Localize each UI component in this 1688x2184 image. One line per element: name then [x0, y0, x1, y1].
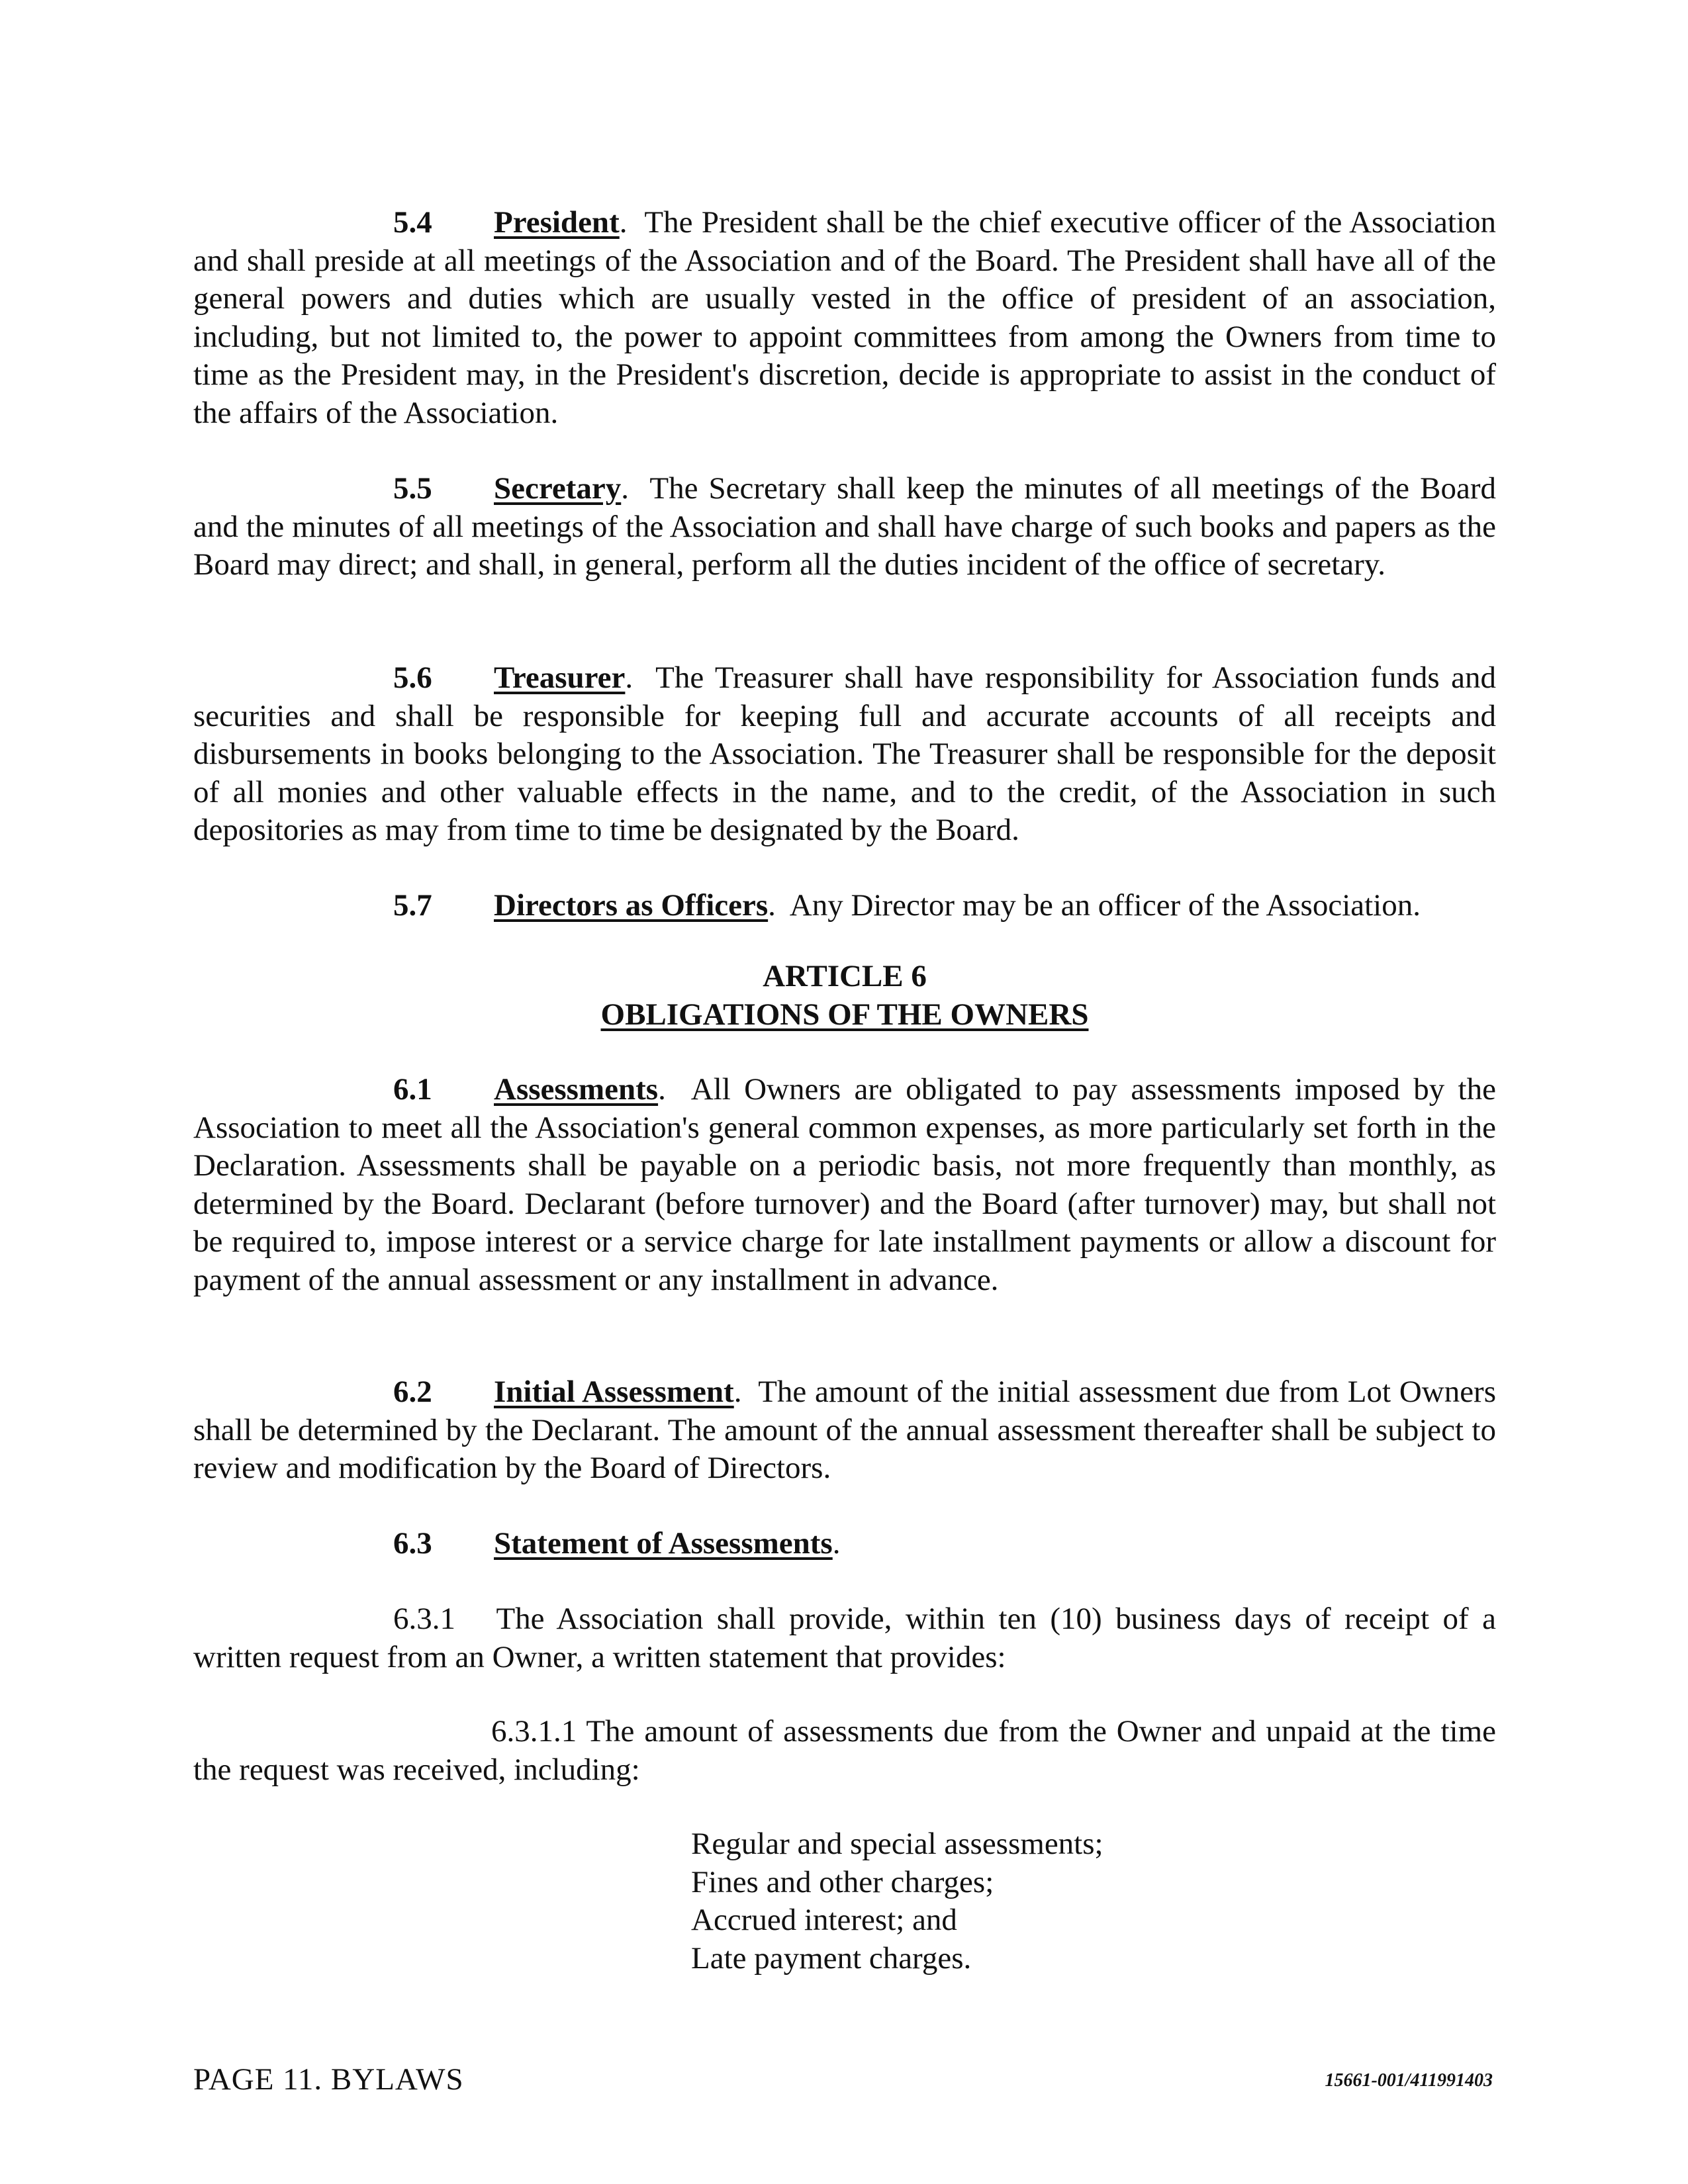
list-item: Late payment charges.	[691, 1940, 972, 1976]
section-number: 6.3.1.1	[491, 1714, 577, 1749]
section-body: Any Director may be an officer of the Association.	[789, 888, 1421, 923]
section-number: 5.7	[393, 888, 432, 923]
section-6-3-1-1	[193, 1713, 1496, 1789]
section-5-4: 5.4 President. The President shall be the chief executive officer of the Association and shall preside at all meetings of the Association and of the Board. The President shall have all of the general powers and duties which are usually vested in the office of president of an association, including, but not limited to, the power to appoint committees from among the Owners from time to time as the President may, in the President's discretion, decide is appropriate to assist in the conduct of the affairs of the Association.	[193, 205, 1497, 430]
article-title: ARTICLE 6	[763, 959, 927, 993]
section-number: 6.3.1	[393, 1602, 455, 1636]
section-heading: Secretary	[494, 471, 622, 506]
section-number: 5.5	[393, 471, 432, 506]
section-number: 6.3	[393, 1526, 432, 1561]
section-number: 5.4	[393, 205, 432, 240]
section-number: 6.2	[393, 1375, 432, 1409]
section-body: The Treasurer shall have responsibility for Association funds and securities and shall be responsible for keeping full and accurate accounts of all receipts and disbursements in books belonging to the Association. The Treasurer shall be responsible for the deposit of all monies and other valuable effects in the name, and to the credit, of the Association in such depositories as may from time to time be designated by the Board.	[193, 660, 1496, 847]
footer-doc-code: 15661-001/411991403	[1325, 2070, 1493, 2091]
section-6-3: 6.3 Statement of Assessments.	[393, 1525, 840, 1563]
list-item: Regular and special assessments;	[691, 1827, 1103, 1861]
section-5-5: 5.5 Secretary. The Secretary shall keep the minutes of all meetings of the Board and the minutes of all meetings of the Association and shall have charge of such books and papers as the Board may direct; and shall, in general, perform all the duties incident of the office of secretary.	[193, 471, 1496, 582]
section-body: The amount of assessments due from the Owner and unpaid at the time the request was received, including:	[193, 1714, 1496, 1787]
assessment-items-list	[691, 1825, 1103, 1978]
section-heading: Directors as Officers	[494, 888, 769, 923]
article-subtitle: OBLIGATIONS OF THE OWNERS	[600, 997, 1089, 1032]
section-6-1: 6.1 Assessments. All Owners are obligated to pay assessments imposed by the Association to meet all the Association's general common expenses, as more particularly set forth in the Declaration. Assessments shall be payable on a periodic basis, not more frequently than monthly, as determined by the Board. Declarant (before turnover) and the Board (after turnover) may, but shall not be required to, impose interest or a service charge for late installment payments or allow a discount for payment of the annual assessment or any installment in advance.	[193, 1072, 1496, 1297]
section-body: The amount of the initial assessment due from Lot Owners shall be determined by the Declarant. The amount of the annual assessment thereafter shall be subject to review and modification by the Board of Directors.	[193, 1375, 1497, 1485]
section-body: The Secretary shall keep the minutes of all meetings of the Board and the minutes of all meetings of the Association and shall have charge of such books and papers as the Board may direct; and shall, in general, perform all the duties incident of the office of secretary.	[193, 471, 1496, 582]
section-6-3-1	[193, 1600, 1496, 1676]
section-6-2: 6.2 Initial Assessment. The amount of the initial assessment due from Lot Owners shall be determined by the Declarant. The amount of the annual assessment thereafter shall be subject to review and modification by the Board of Directors.	[193, 1375, 1497, 1485]
section-body: The President shall be the chief executive officer of the Association and shall preside at all meetings of the Association and of the Board. The President shall have all of the general powers and duties which are usually vested in the office of president of an association, including, but not limited to, the power to appoint committees from among the Owners from time to time as the President may, in the President's discretion, decide is appropriate to assist in the conduct of the affairs of the Association.	[193, 205, 1497, 430]
section-heading: Assessments	[494, 1072, 659, 1107]
section-heading: Treasurer	[494, 660, 626, 695]
section-number: 5.6	[393, 660, 432, 695]
section-5-7: 5.7 Directors as Officers. Any Director may be an officer of the Association.	[393, 887, 1421, 925]
section-heading: Statement of Assessments	[494, 1526, 833, 1561]
section-number: 6.1	[393, 1072, 432, 1107]
section-5-6: 5.6 Treasurer. The Treasurer shall have responsibility for Association funds and securities and shall be responsible for keeping full and accurate accounts of all receipts and disbursements in books belonging to the Association. The Treasurer shall be responsible for the deposit of all monies and other valuable effects in the name, and to the credit, of the Association in such depositories as may from time to time be designated by the Board.	[193, 660, 1496, 847]
footer-page-label: PAGE 11. BYLAWS	[193, 2062, 464, 2097]
section-body: All Owners are obligated to pay assessments imposed by the Association to meet all the Association's general common expenses, as more particularly set forth in the Declaration. Assessments shall be payable on a periodic basis, not more frequently than monthly, as determined by the Board. Declarant (before turnover) and the Board (after turnover) may, but shall not be required to, impose interest or a service charge for late installment payments or allow a discount for payment of the annual assessment or any installment in advance.	[193, 1072, 1496, 1297]
section-heading: President	[494, 205, 620, 240]
list-item: Accrued interest; and	[691, 1903, 957, 1937]
article-subtitle-wrap	[193, 996, 1496, 1034]
section-body: The Association shall provide, within ten (10) business days of receipt of a written request from an Owner, a written statement that provides:	[193, 1602, 1497, 1674]
section-heading: Initial Assessment	[494, 1375, 734, 1409]
list-item: Fines and other charges;	[691, 1864, 994, 1899]
